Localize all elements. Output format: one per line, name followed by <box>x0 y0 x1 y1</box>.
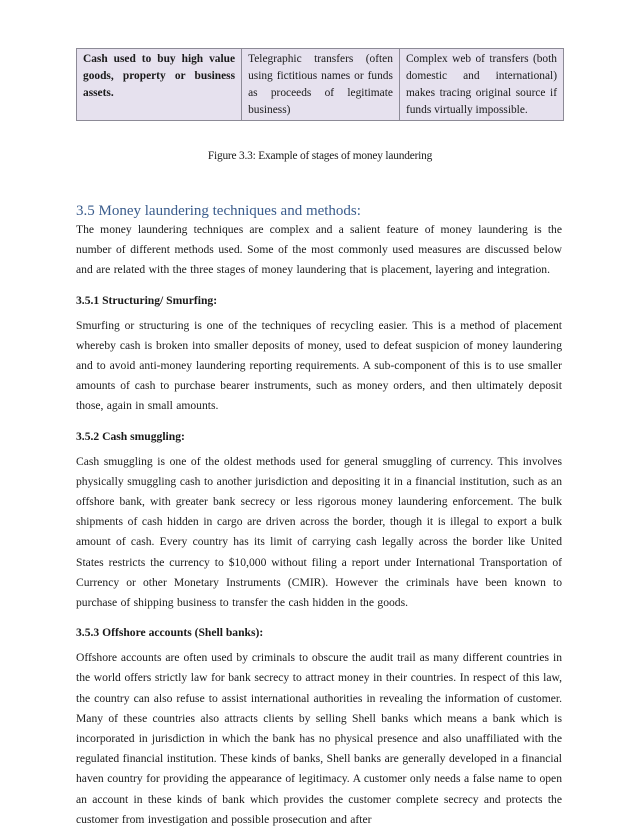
table-cell-complex-web: Complex web of transfers (both domestic and international) makes tracing original source if funds virtually impossible. <box>399 49 563 121</box>
section-heading: 3.5 Money laundering techniques and methods: <box>76 203 361 219</box>
table-cell-integration-placement: Cash used to buy high value goods, property or business assets. <box>77 49 242 121</box>
section-body <box>76 220 562 830</box>
subsection-heading-offshore-accounts: 3.5.3 Offshore accounts (Shell banks): <box>76 626 264 640</box>
subsection-heading-cash-smuggling: 3.5.2 Cash smuggling: <box>76 429 185 443</box>
table-cell-layering: Telegraphic transfers (often using fictitious names or funds as proceeds of legitimate business) <box>242 49 400 121</box>
subsection-text-cash-smuggling: Cash smuggling is one of the oldest methods used for general smuggling of currency. This involves physically smuggling cash to another jurisdiction and depositing it in a financial institution, such as an offshore bank, with greater bank secrecy or less rigorous money laundering enforcement. The bulk shipments of cash hidden in cargo are driven across the border, though it is illegal to export a bulk amount of cash. Every country has its limit of carrying cash legally across the border like United States restricts the currency to $10,000 without filing a report under International Transportation of Currency or other Monetary Instruments (CMIR). However the criminals have been known to purchase of shipping business to transfer the cash hidden in the goods. <box>76 454 562 610</box>
figure-caption: Figure 3.3: Example of stages of money laundering <box>207 150 433 162</box>
stages-table <box>76 48 564 121</box>
subsection-text-offshore-accounts: Offshore accounts are often used by criminals to obscure the audit trail as many different countries in the world offers strictly law for bank secrecy to attract money in their countries. In respect of this law, the country can also refuse to assist international authorities in revealing the information of customer. Many of these countries also attracts clients by selling Shell banks which means a bank which is incorporated in jurisdiction in which the bank has no physical presence and also unaffiliated with the regulated financial institution. These kinds of banks, Shell banks are generally developed in a financial haven country for providing the appearance of legitimacy. A customer only needs a false name to open an account in these kinds of bank which provides the customer complete secrecy and protects the customer from investigation and possible prosecution and after <box>76 651 562 826</box>
table-row <box>77 49 564 121</box>
section-intro: The money laundering techniques are complex and a salient feature of money laundering is the number of different methods used. Some of the most commonly used measures are discussed below and are related with the three stages of money laundering that is placement, layering and integration. <box>76 223 562 277</box>
subsection-text-structuring: Smurfing or structuring is one of the techniques of recycling easier. This is a method of placement whereby cash is broken into smaller deposits of money, used to defeat suspicion of money laundering and to avoid anti-money laundering reporting requirements. A sub-component of this is to use smaller amounts of cash to purchase bearer instruments, such as money orders, and then ultimately deposit those, again in small amounts. <box>76 318 562 413</box>
subsection-heading-structuring: 3.5.1 Structuring/ Smurfing: <box>76 293 218 307</box>
